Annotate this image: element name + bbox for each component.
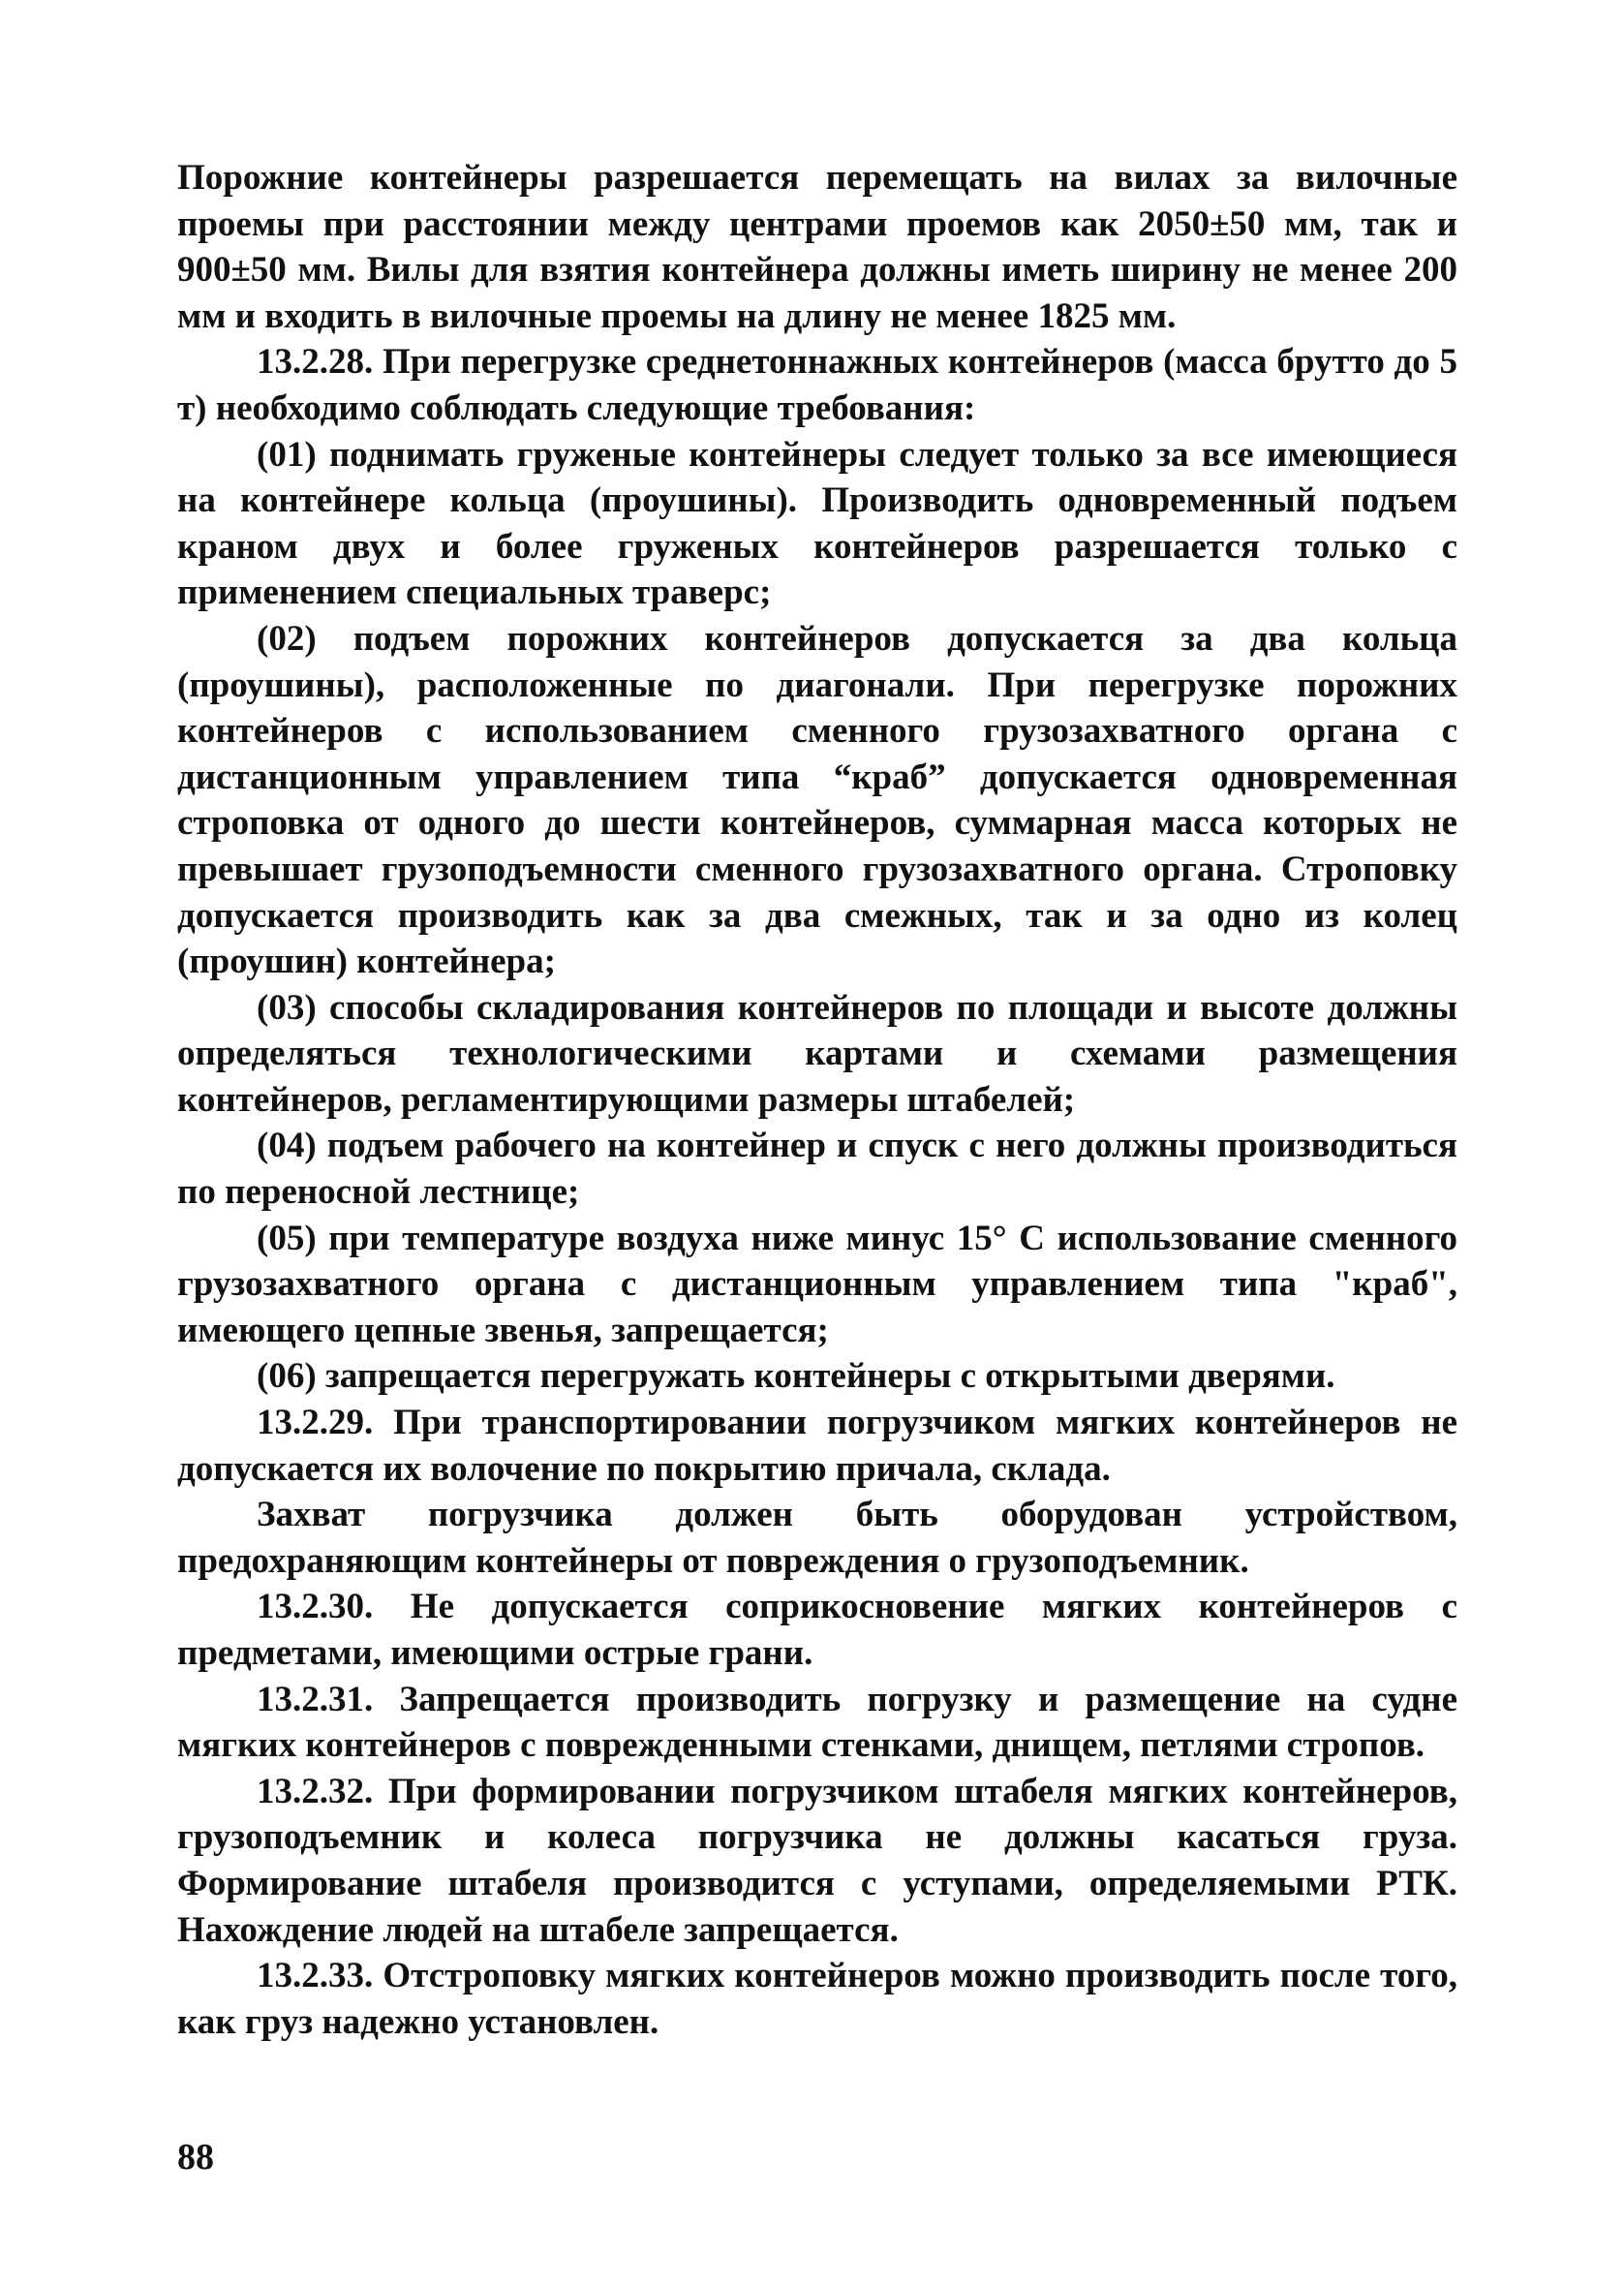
paragraph-item-01: (01) поднимать груженые контейнеры следует только за все имеющиеся на контейнере кольца (проушины). Производить одновременный подъем краном двух и более груженых контейнеров разрешается только с применением специальных траверс;: [177, 434, 1457, 613]
paragraph-item-06: (06) запрещается перегружать контейнеры с открытыми дверями.: [257, 1356, 1335, 1397]
paragraph-13-2-32: 13.2.32. При формировании погрузчиком штабеля мягких контейнеров, грузоподъемник и колеса погрузчика не должны касаться груза. Формирование штабеля производится с уступами, определяемыми РТК. Нахождение людей на штабеле запрещается.: [177, 1771, 1457, 1950]
paragraph-13-2-31: 13.2.31. Запрещается производить погрузку и размещение на судне мягких контейнеров с поврежденными стенками, днищем, петлями стропов.: [177, 1679, 1457, 1766]
paragraph-13-2-29: 13.2.29. При транспортировании погрузчиком мягких контейнеров не допускается их волочение по покрытию причала, склада.: [177, 1403, 1457, 1489]
paragraph-13-2-30: 13.2.30. Не допускается соприкосновение мягких контейнеров с предметами, имеющими острые грани.: [177, 1587, 1457, 1673]
page-number: 88: [177, 2137, 214, 2178]
paragraph-item-04: (04) подъем рабочего на контейнер и спуск с него должны производиться по переносной лестнице;: [177, 1126, 1457, 1213]
paragraph-item-03: (03) способы складирования контейнеров по площади и высоте должны определяться технологическими картами и схемами размещения контейнеров, регламентирующими размеры штабелей;: [177, 987, 1457, 1120]
paragraph-13-2-28: 13.2.28. При перегрузке среднетоннажных контейнеров (масса брутто до 5 т) необходимо соблюдать следующие требования:: [177, 342, 1457, 428]
paragraph-continuation: Порожние контейнеры разрешается перемещать на вилах за вилочные проемы при расстоянии между центрами проемов как 2050±50 мм, так и 900±50 мм. Вилы для взятия контейнера должны иметь ширину не менее 200 мм и входить в вилочные проемы на длину не менее 1825 мм.: [177, 158, 1457, 336]
paragraph-item-05: (05) при температуре воздуха ниже минус 15° С использование сменного грузозахватного органа с дистанционным управлением типа "краб", имеющего цепные звенья, запрещается;: [177, 1218, 1457, 1350]
paragraph-13-2-33: 13.2.33. Отстроповку мягких контейнеров можно производить после того, как груз надежно установлен.: [177, 1956, 1457, 2042]
paragraph-item-02: (02) подъем порожних контейнеров допускается за два кольца (проушины), расположенные по диагонали. При перегрузке порожних контейнеров с использованием сменного грузозахватного органа с дистанционным управлением типа “краб” допускается одновременная строповка от одного до шести контейнеров, суммарная масса которых не превышает грузоподъемности сменного грузозахватного органа. Строповку допускается производить как за два смежных, так и за одно из колец (проушин) контейнера;: [177, 618, 1457, 982]
paragraph-capture-device: Захват погрузчика должен быть оборудован устройством, предохраняющим контейнеры от повреждения о грузоподъемник.: [177, 1495, 1457, 1581]
body-text: [177, 155, 1457, 2045]
